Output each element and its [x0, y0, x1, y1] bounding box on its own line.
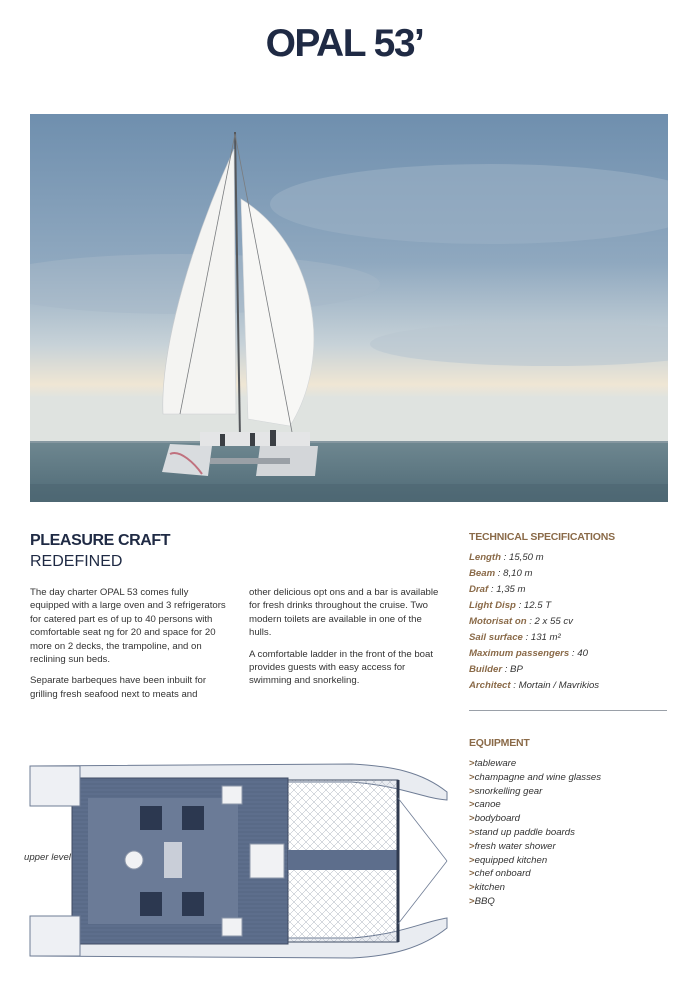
spec-beam [469, 566, 669, 582]
spec-label: Motorisat on [469, 616, 527, 627]
spec-sail-surface [469, 630, 669, 646]
deck-plan-label: upper level [24, 852, 71, 863]
bullet-marker: > [469, 785, 475, 797]
equipment-item-label: BBQ [474, 895, 495, 907]
equipment-item [469, 771, 669, 785]
catamaran-photo [30, 114, 668, 502]
equipment-item-label: equipped kitchen [474, 854, 548, 866]
tech-specs-heading: TECHNICAL SPECIFICATIONS [469, 531, 615, 543]
equipment-list [469, 757, 669, 909]
spec-value: : 2 x 55 cv [526, 616, 573, 627]
bullet-marker: > [469, 813, 475, 825]
spec-label: Light Disp [469, 600, 516, 611]
spec-length [469, 550, 669, 566]
bullet-marker: > [469, 758, 475, 769]
spec-architect [469, 678, 669, 694]
equipment-item [469, 881, 669, 895]
intro-paragraph: Separate barbeques have been inbuilt for grilling fresh seafood next to meats and [30, 675, 207, 700]
spec-value: : 12.5 T [515, 600, 552, 611]
spec-label: Maximum passengers [469, 648, 570, 659]
intro-heading-bold: PLEASURE CRAFT [30, 532, 171, 549]
page-title: OPAL 53’ [265, 22, 424, 65]
equipment-item [469, 867, 669, 881]
equipment-item-label: stand up paddle boards [474, 826, 575, 838]
spec-label: Builder [469, 664, 503, 675]
equipment-item [469, 812, 669, 826]
spec-motorisation [469, 614, 669, 630]
intro-column-2 [249, 586, 445, 696]
equipment-item-label: snorkelling gear [474, 785, 543, 797]
equipment-item-label: canoe [474, 799, 501, 811]
spec-value: : Mortain / Mavrikios [510, 680, 600, 691]
spec-draft [469, 582, 669, 598]
spec-label: Beam [469, 568, 496, 579]
spec-label: Draf [469, 584, 489, 595]
bullet-marker: > [469, 882, 475, 894]
spec-value: : 8,10 m [495, 568, 533, 579]
bullet-marker: > [469, 895, 475, 907]
equipment-item-label: kitchen [474, 882, 506, 894]
intro-column-1 [30, 586, 226, 709]
bullet-marker: > [469, 868, 475, 880]
equipment-heading: EQUIPMENT [469, 737, 530, 749]
equipment-item-label: tableware [474, 758, 517, 769]
bullet-marker: > [469, 826, 475, 838]
spec-value: : 1,35 m [488, 584, 526, 595]
section-divider [469, 710, 667, 711]
tech-specs-list [469, 550, 669, 694]
equipment-item-label: champagne and wine glasses [474, 771, 602, 783]
spec-value: : 15,50 m [500, 552, 544, 563]
intro-paragraph: other delicious opt ons and a bar is available for fresh drinks throughout the cruise. Two modern toilets are available in one of the hulls. [249, 587, 439, 639]
equipment-item [469, 785, 669, 799]
spec-max-passengers [469, 646, 669, 662]
spec-label: Length [469, 552, 501, 563]
bullet-marker: > [469, 840, 475, 852]
equipment-item [469, 757, 669, 771]
spec-label: Sail surface [469, 632, 523, 643]
spec-light-disp [469, 598, 669, 614]
equipment-item [469, 840, 669, 854]
bullet-marker: > [469, 771, 475, 783]
intro-paragraph: The day charter OPAL 53 comes fully equipped with a large oven and 3 refrigerators for catered part es of up to 40 persons with comfortable seat ng for 20 and space for 20 more on 2 decks, the trampoline, and on reclining sun beds. [30, 587, 226, 666]
bullet-marker: > [469, 799, 475, 811]
equipment-item [469, 854, 669, 868]
equipment-item [469, 798, 669, 812]
spec-value: : 40 [569, 648, 588, 659]
spec-value: : 131 m² [522, 632, 561, 643]
intro-paragraph: A comfortable ladder in the front of the boat provides guests with easy access for swimming and snorkeling. [249, 648, 433, 687]
intro-heading-light: REDEFINED [30, 553, 123, 570]
equipment-item [469, 826, 669, 840]
deck-plan [22, 758, 454, 964]
equipment-item-label: chef onboard [474, 868, 531, 880]
equipment-item-label: fresh water shower [474, 840, 556, 852]
spec-label: Architect [469, 680, 511, 691]
bullet-marker: > [469, 854, 475, 866]
spec-value: : BP [502, 664, 523, 675]
spec-builder [469, 662, 669, 678]
equipment-item [469, 895, 669, 909]
equipment-item-label: bodyboard [474, 813, 520, 825]
